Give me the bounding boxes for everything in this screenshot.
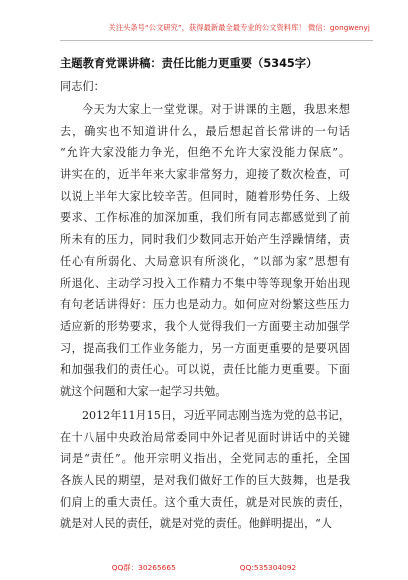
footer-qq-group: QQ群：30265665 — [111, 563, 176, 572]
text-line: 要求、工作标准的加深加重，我们所有同志都感觉到了前 — [60, 211, 350, 225]
text-line: 在十八届中央政治局常委同中外记者见面时讲话中的关键 — [60, 430, 350, 444]
text-line: 所退化、主动学习投入工作精力不集中等等现象开始出现 — [60, 276, 350, 290]
text-line: 有句老话讲得好：压力也是动力。如何应对纷繁这些压力 — [60, 298, 350, 312]
text-line: 们肩上的重大责任。这个重大责任，就是对民族的责任， — [60, 495, 350, 509]
header-divider — [60, 40, 373, 41]
salutation: 同志们： — [60, 80, 105, 93]
text-line: 就这个问题和大家一起学习共勉。 — [60, 384, 227, 398]
text-line: 讲实在的，近半年来大家非常努力，迎接了数次检查，可 — [60, 168, 350, 182]
text-line: 今天为大家上一堂党课。对于讲课的主题，我思来想 — [82, 103, 350, 116]
text-line: 去，确实也不知道讲什么，最后想起首长常讲的一句话 — [60, 124, 350, 138]
footer-qq: QQ:535304092 — [239, 563, 297, 572]
text-line: 所未有的压力，同时我们少数同志开始产生浮躁情绪，责 — [60, 233, 350, 247]
paragraph-2 — [60, 405, 350, 535]
text-line: 各族人民的期望，是对我们做好工作的巨大鼓舞，也是我 — [60, 474, 350, 488]
document-title: 主题教育党课讲稿：责任比能力更重要（5345字） — [60, 57, 318, 70]
paragraph-1 — [60, 99, 350, 403]
footer-contact — [0, 562, 408, 573]
text-line: 词是“责任”。他开宗明义指出，全党同志的重托，全国 — [60, 452, 350, 466]
text-line: 习，提高我们工作业务能力，另一方面更重要的是要巩固 — [60, 341, 350, 355]
text-line: 就是对人民的责任，就是对党的责任。他鲜明提出，“人 — [60, 517, 332, 531]
text-line: 以说上半年大家比较辛苦。但同时，随着形势任务、上级 — [60, 189, 350, 203]
text-line: 2012年11月15日，习近平同志刚当选为党的总书记， — [82, 409, 350, 422]
text-line: 适应新的形势要求，我个人觉得我们一方面要主动加强学 — [60, 319, 350, 333]
text-line: 任心有所弱化、大局意识有所淡化，“以部为家”思想有 — [60, 254, 350, 268]
text-line: 和加强我们的责任心。可以说，责任比能力更重要。下面 — [60, 363, 350, 377]
header-banner: 关注头条号“公文研究”，获得最新最全最专业的公文资料库！ 微信：gongwenyj — [108, 23, 370, 32]
text-line: “允许大家没能力争光，但绝不允许大家没能力保底”。 — [60, 146, 350, 160]
